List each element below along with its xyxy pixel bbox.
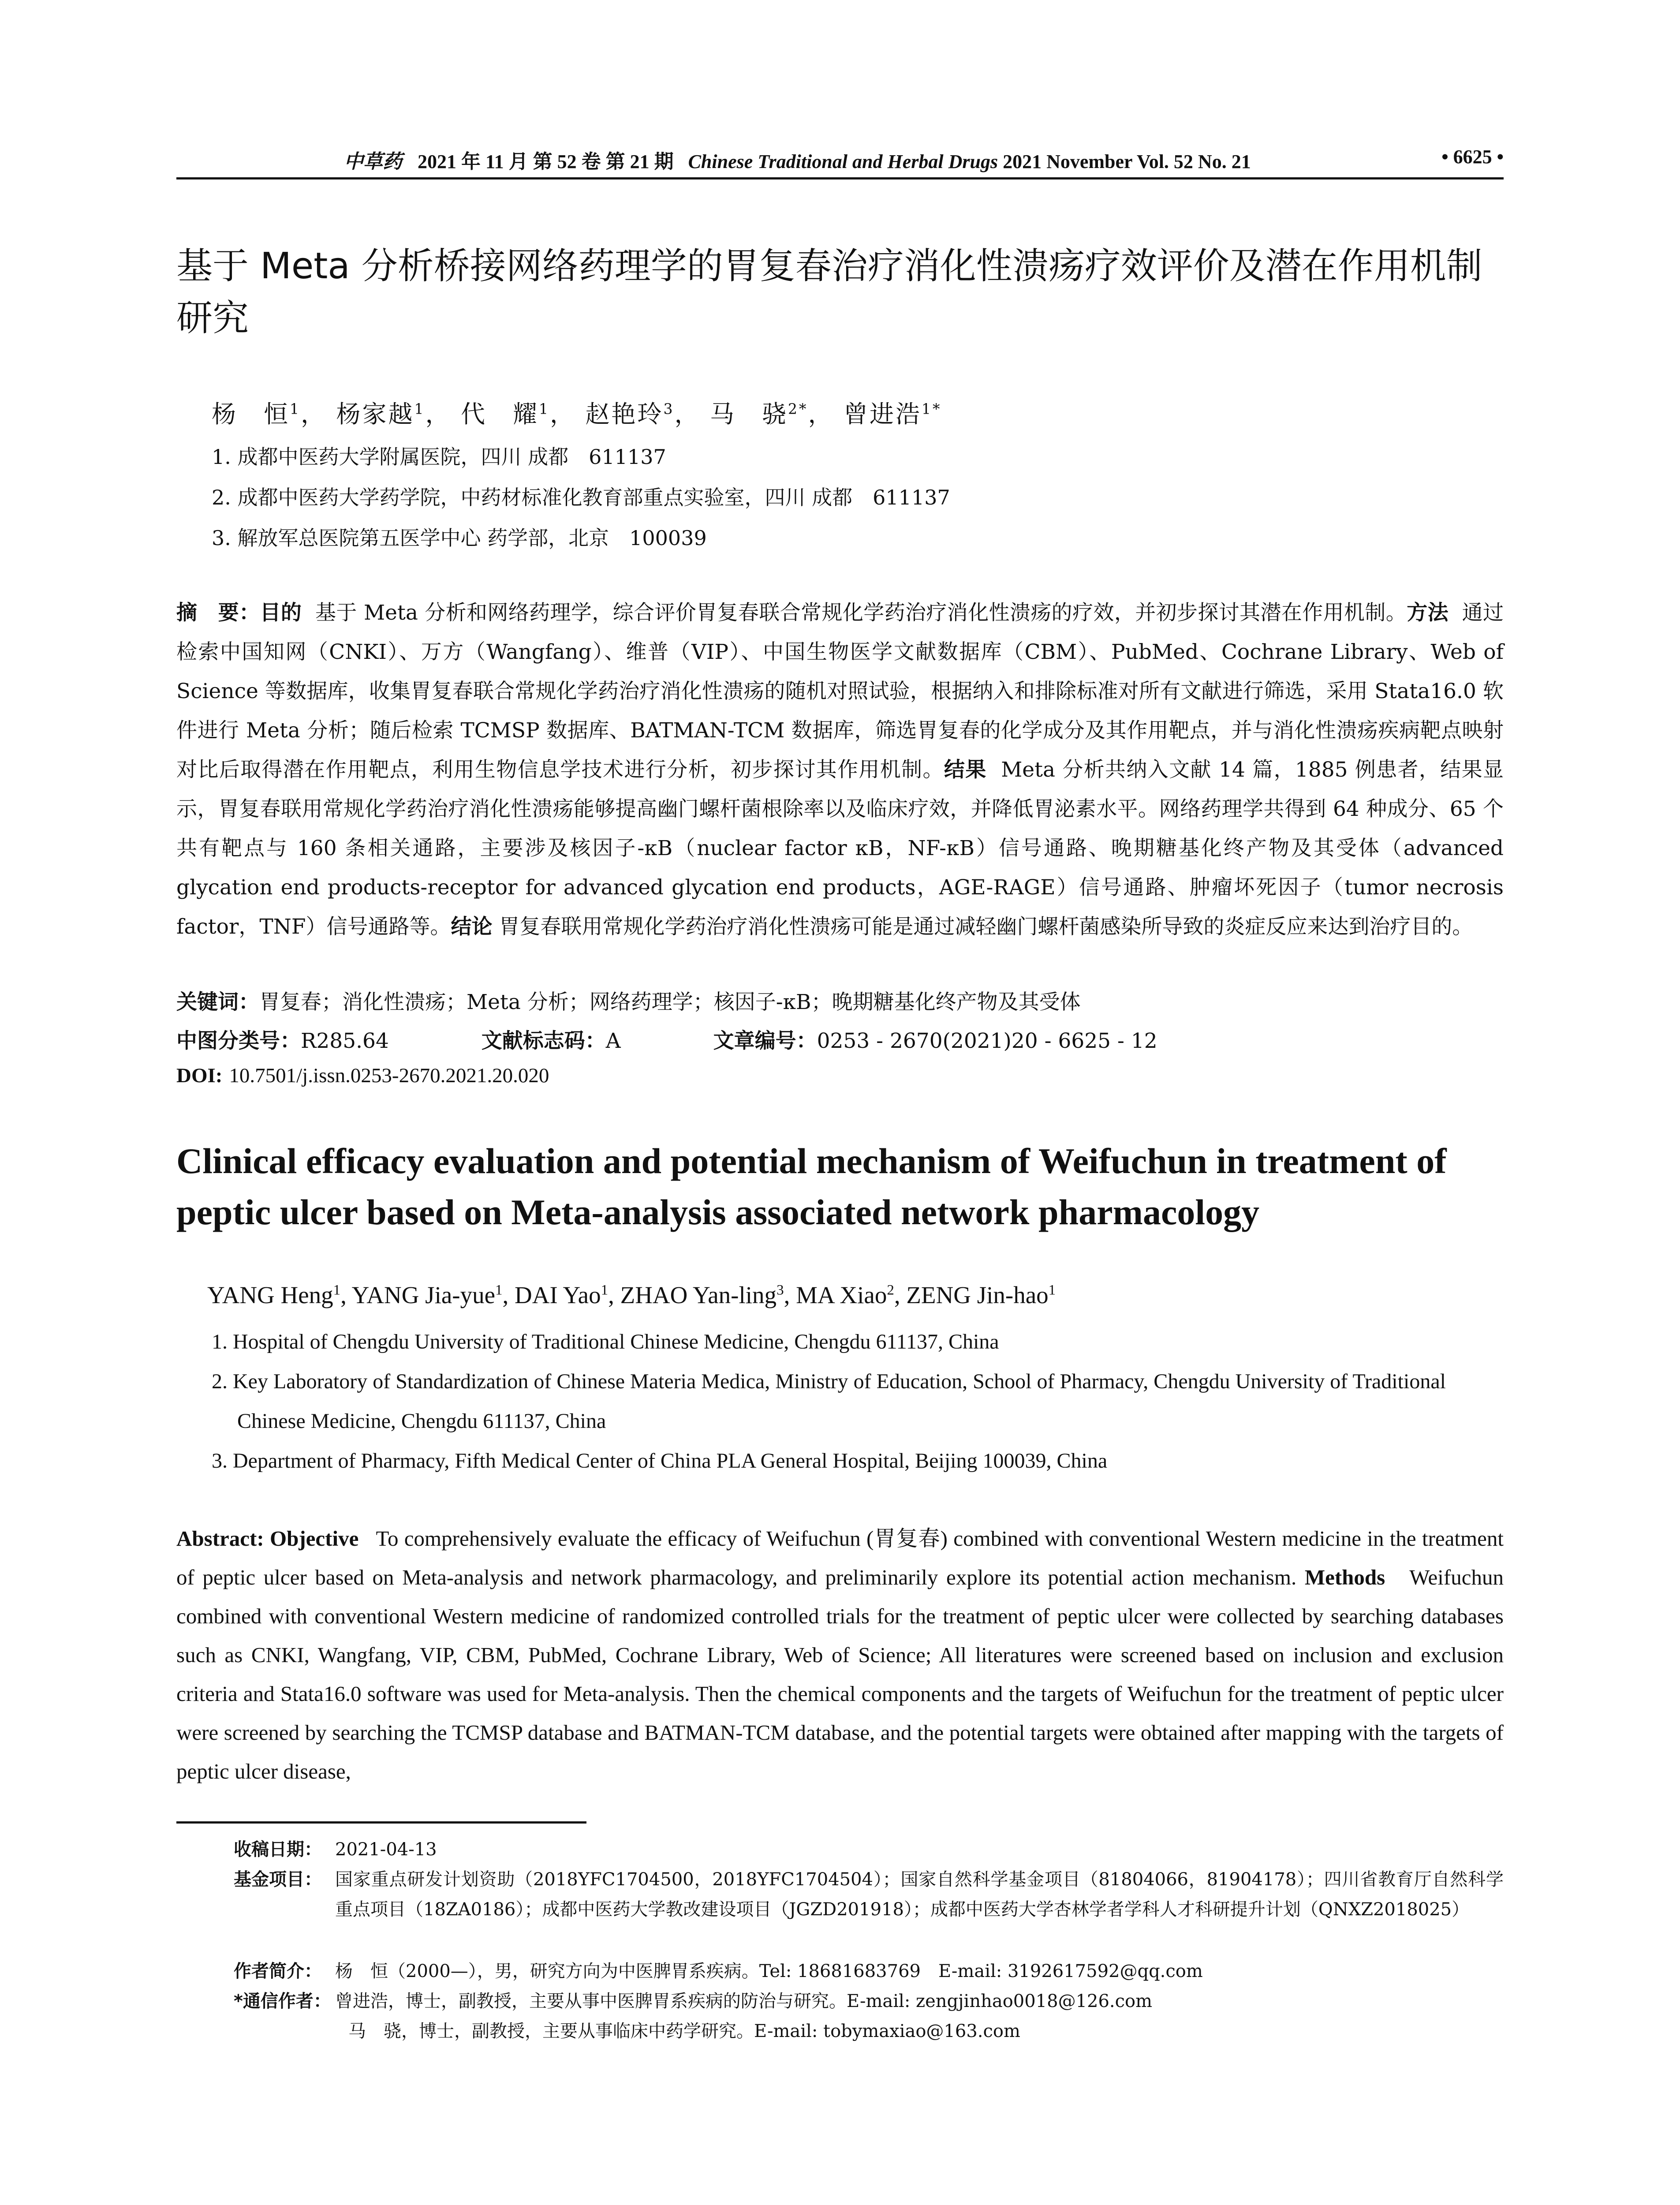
classification-line: 中图分类号：R285.64 文献标志码：A 文章编号：0253 - 2670(2021)20 - 6625 - 12 [176,1029,1157,1053]
methods-cn-text: 通过检索中国知网（CNKI）、万方（Wangfang）、维普（VIP）、中国生物医学文献数据库（CBM）、PubMed、Cochrane Library、Web of Science 等数据库，收集胃复春联合常规化学药治疗消化性溃疡的随机对照试验，根据纳入和排除标准对所有文献进行筛选，采用 Stata16.0 软件进行 Meta 分析；随后检索 TCMSP 数据库、BATMAN-TCM 数据库，筛选胃复春的化学成分及其作用靶点，并与消化性溃疡疾病靶点映射对比后取得潜在作用靶点，利用生物信息学技术进行分析，初步探讨其作用机制。 [176,601,1504,782]
objective-cn-label: 目的 [260,601,302,625]
affiliation-en-1: 1. Hospital of Chengdu University of Traditional Chinese Medicine, Chengdu 611137, China [212,1330,999,1353]
abstract-en: Abstract: Objective To comprehensively evaluate the efficacy of Weifuchun (胃复春) combined with conventional Western medicine in the treatment of peptic ulcer based on Meta-analysis and network pharmacology, and preliminarily explore its potential action mechanism. Methods Weifuchun combined with conventional Western medicine of randomized controlled trials for the treatment of peptic ulcer were collected by searching databases such as CNKI, Wangfang, VIP, CBM, PubMed, Cochrane Library, Web of Science; All literatures were screened based on inclusion and exclusion criteria and Stata16.0 software was used for Meta-analysis. Then the chemical components and the targets of Weifuchun for the treatment of peptic ulcer were screened by searching the TCMSP database and BATMAN-TCM database, and the potential targets were obtained after mapping with the targets of peptic ulcer disease, [176,1526,1504,1783]
author-en: ZENG Jin-hao$^1$ [906,1282,1056,1308]
methods-cn-label: 方法 [1407,601,1449,625]
author-en: YANG Jia-yue$^1$ [351,1282,503,1308]
doi-line: DOI: 10.7501/j.issn.0253-2670.2021.20.020 [176,1064,549,1087]
results-cn-text: Meta 分析共纳入文献 14 篇，1885 例患者，结果显示，胃复春联用常规化学药治疗消化性溃疡能够提高幽门螺杆菌根除率以及临床疗效，并降低胃泌素水平。网络药理学共得到 64 种成分、65 个共有靶点与 160 条相关通路，主要涉及核因子-κB（nuclear factor κB，NF-κB）信号通路、晚期糖基化终产物及其受体（advanced glycation end products-receptor for advanced glycation end products，AGE-RAGE）信号通路、肿瘤坏死因子（tumor necrosis factor，TNF）信号通路等。 [176,758,1504,939]
author-cn: 曾进浩$^{1*}$ [844,400,942,428]
journal-name-cn: 中草药 [344,150,402,173]
footnote-corresponding-2: 马 骁，博士，副教授，主要从事临床中药学研究。E-mail: tobymaxiao@163.com [348,2021,1020,2041]
keywords-cn: 关键词：胃复春；消化性溃疡；Meta 分析；网络药理学；核因子-κB；晚期糖基化终产物及其受体 [176,990,1081,1014]
affiliation-cn-3: 3. 解放军总医院第五医学中心 药学部，北京 100039 [212,526,707,550]
conclusion-cn-label: 结论 [451,915,493,939]
affiliation-cn-2: 2. 成都中医药大学药学院，中药材标准化教育部重点实验室，四川 成都 611137 [212,486,950,509]
abstract-cn-label: 摘 要： [176,601,260,625]
paper-page [176,0,1504,2205]
affiliation-cn-1: 1. 成都中医药大学附属医院，四川 成都 611137 [212,445,666,469]
author-en: ZHAO Yan-ling$^3$ [620,1282,784,1308]
journal-name-en: Chinese Traditional and Herbal Drugs [688,151,998,172]
affiliation-en-2: 2. Key Laboratory of Standardization of Chinese Materia Medica, Ministry of Education, School of Pharmacy, Chengdu University of Traditional Chinese Medicine, Chengdu 611137, China [212,1370,1446,1433]
clc-number: R285.64 [301,1029,389,1053]
affiliation-en-3: 3. Department of Pharmacy, Fifth Medical Center of China PLA General Hospital, Beijing 100039, China [212,1449,1108,1472]
footnote-corresponding: *通信作者： 曾进浩，博士，副教授，主要从事中医脾胃系疾病的防治与研究。E-mail: zengjinhao0018@126.com [234,1991,1153,2011]
author-cn: 杨家越$^1$ [336,400,426,428]
author-en: DAI Yao$^1$ [515,1282,609,1308]
methods-en-text: Weifuchun combined with conventional Western medicine of randomized controlled trials for the treatment of peptic ulcer were collected by searching databases such as CNKI, Wangfang, VIP, CBM, PubMed, Cochrane Library, Web of Science; All literatures were screened based on inclusion and exclusion criteria and Stata16.0 software was used for Meta-analysis. Then the chemical components and the targets of Weifuchun for the treatment of peptic ulcer were screened by searching the TCMSP database and BATMAN-TCM database, and the potential targets were obtained after mapping with the targets of peptic ulcer disease, [176,1565,1504,1783]
author-cn: 马 骁$^{2*}$ [710,400,808,428]
doi-link[interactable]: 10.7501/j.issn.0253-2670.2021.20.020 [229,1064,549,1087]
running-header [176,142,1504,179]
document-code: A [605,1029,621,1053]
author-en: MA Xiao$^2$ [796,1282,894,1308]
author-cn: 代 耀$^1$ [461,400,550,428]
footnote-divider [176,1821,586,1824]
footnote-received: 收稿日期： 2021-04-13 [234,1839,437,1860]
authors-cn: 杨 恒$^1$， 杨家越$^1$， 代 耀$^1$， 赵艳玲$^3$， 马 骁$^{2*}$， 曾进浩$^{1*}$ [212,400,942,428]
author-cn: 杨 恒$^1$ [212,400,301,428]
conclusion-cn-text: 胃复春联用常规化学药治疗消化性溃疡可能是通过减轻幽门螺杆菌感染所导致的炎症反应来达到治疗目的。 [499,915,1473,939]
objective-en-text: To comprehensively evaluate the efficacy of Weifuchun (胃复春) combined with conventional Western medicine in the treatment of peptic ulcer based on Meta-analysis and network pharmacology, and preliminarily explore its potential action mechanism. [176,1526,1504,1589]
title-cn: 基于 Meta 分析桥接网络药理学的胃复春治疗消化性溃疡疗效评价及潜在作用机制研究 [176,245,1482,339]
title-en: Clinical efficacy evaluation and potential mechanism of Weifuchun in treatment of peptic ulcer based on Meta-analysis associated network pharmacology [176,1141,1447,1232]
objective-cn-text: 基于 Meta 分析和网络药理学，综合评价胃复春联合常规化学药治疗消化性溃疡的疗效，并初步探讨其潜在作用机制。 [315,601,1407,625]
page-number: • 6625 • [1441,146,1504,168]
abstract-cn [176,593,1504,946]
footnote-funding: 基金项目： 国家重点研发计划资助（2018YFC1704500，2018YFC1704504）；国家自然科学基金项目（81804066，81904178）；四川省教育厅自然科学重点项目（18ZA0186）；成都中医药大学教改建设项目（JGZD201918）；成都中医药大学杏林学者学科人才科研提升计划（QNXZ2018025） [234,1869,1504,1920]
issue-cn: 2021 年 11 月 第 52 卷 第 21 期 [418,151,674,172]
results-cn-label: 结果 [944,758,987,782]
issue-en: 2021 November Vol. 52 No. 21 [1003,151,1251,172]
article-number: 0253 - 2670(2021)20 - 6625 - 12 [817,1029,1157,1053]
author-en: YANG Heng$^1$ [207,1282,341,1308]
footnote-author-bio: 作者简介： 杨 恒（2000—），男，研究方向为中医脾胃系疾病。Tel: 18681683769 E-mail: 3192617592@qq.com [234,1961,1203,1981]
author-cn: 赵艳玲$^3$ [585,400,675,428]
authors-en: YANG Heng$^1$, YANG Jia-yue$^1$, DAI Yao$^1$, ZHAO Yan-ling$^3$, MA Xiao$^2$, ZENG Jin-hao$^1$ [207,1282,1056,1308]
